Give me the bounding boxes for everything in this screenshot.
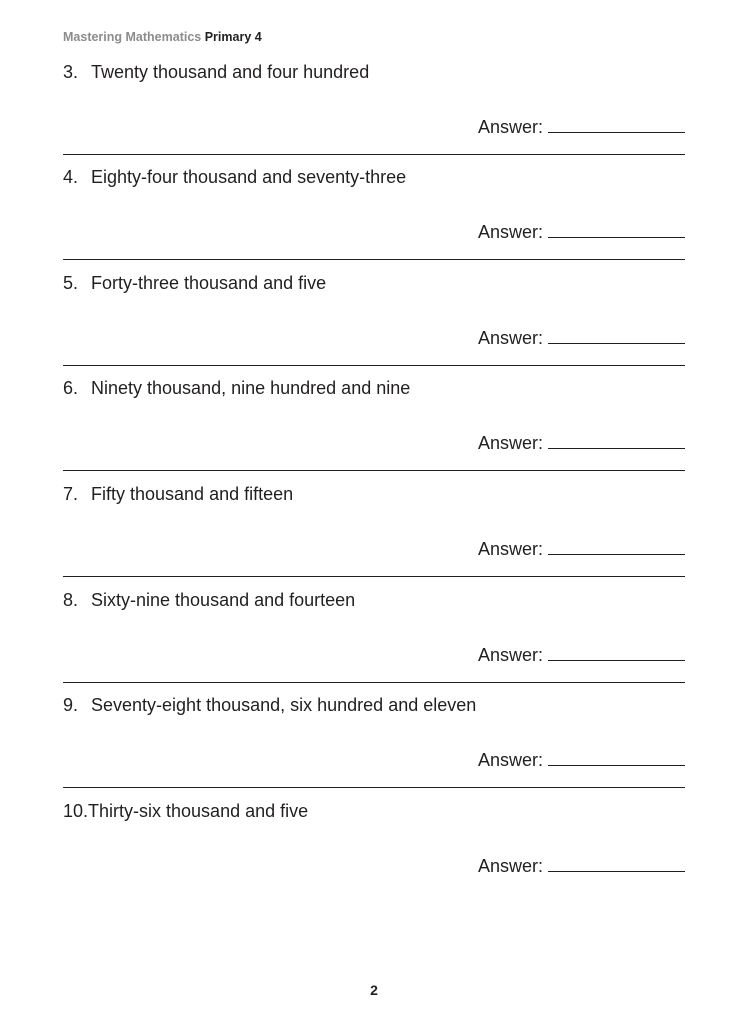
question-text: Sixty-nine thousand and fourteen — [91, 590, 356, 610]
answer-field — [478, 221, 685, 243]
question-item — [63, 800, 685, 905]
answer-field — [478, 749, 685, 771]
answer-blank-line[interactable] — [548, 343, 685, 344]
question-divider — [63, 787, 685, 788]
answer-label: Answer: — [477, 222, 543, 242]
answer-label: Answer: — [477, 328, 543, 348]
question-text: Thirty-six thousand and five — [88, 801, 309, 821]
question-number: 10. — [63, 801, 89, 821]
question-divider — [63, 576, 685, 577]
answer-label: Answer: — [477, 645, 543, 665]
answer-label: Answer: — [477, 750, 543, 770]
answer-blank-line[interactable] — [548, 660, 685, 661]
running-header — [63, 30, 262, 44]
answer-field — [478, 855, 685, 877]
answer-label: Answer: — [477, 117, 543, 137]
answer-blank-line[interactable] — [548, 237, 685, 238]
answer-blank-line[interactable] — [548, 765, 685, 766]
answer-label: Answer: — [477, 433, 543, 453]
answer-field — [478, 432, 685, 454]
question-text: Fifty thousand and fifteen — [91, 484, 294, 504]
question-number: 7. — [63, 484, 79, 504]
question-item — [63, 272, 685, 377]
answer-field — [478, 327, 685, 349]
question-number: 6. — [63, 378, 79, 398]
question-divider — [63, 682, 685, 683]
answer-blank-line[interactable] — [548, 132, 685, 133]
question-text: Twenty thousand and four hundred — [91, 62, 370, 82]
question-number: 4. — [63, 167, 79, 187]
question-divider — [63, 259, 685, 260]
question-text: Seventy-eight thousand, six hundred and eleven — [91, 695, 477, 715]
answer-field — [478, 538, 685, 560]
question-number: 3. — [63, 62, 79, 82]
question-text: Eighty-four thousand and seventy-three — [91, 167, 407, 187]
question-divider — [63, 365, 685, 366]
page-number: 2 — [370, 982, 378, 998]
question-text: Ninety thousand, nine hundred and nine — [91, 378, 411, 398]
answer-label: Answer: — [477, 539, 543, 559]
question-divider — [63, 154, 685, 155]
question-text: Forty-three thousand and five — [91, 273, 327, 293]
question-item — [63, 589, 685, 694]
answer-blank-line[interactable] — [548, 871, 685, 872]
answer-blank-line[interactable] — [548, 554, 685, 555]
question-item — [63, 166, 685, 271]
question-number: 5. — [63, 273, 79, 293]
book-level: Primary 4 — [204, 30, 262, 44]
answer-blank-line[interactable] — [548, 448, 685, 449]
answer-field — [478, 644, 685, 666]
question-divider — [63, 470, 685, 471]
question-item — [63, 61, 685, 166]
question-number: 8. — [63, 590, 79, 610]
answer-label: Answer: — [477, 856, 543, 876]
answer-field — [478, 116, 685, 138]
question-item — [63, 483, 685, 588]
question-number: 9. — [63, 695, 79, 715]
question-item — [63, 694, 685, 799]
question-item — [63, 377, 685, 482]
book-series-title: Mastering Mathematics — [63, 30, 202, 44]
